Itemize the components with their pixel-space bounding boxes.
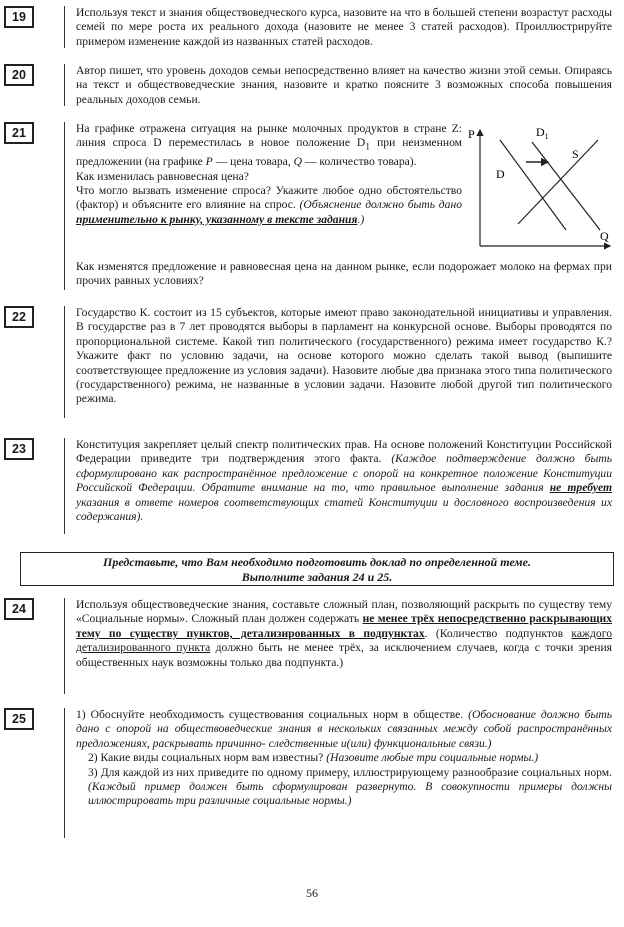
task-number: 20: [4, 64, 34, 86]
task-21-p4-block: [76, 260, 612, 289]
task-text: [76, 708, 612, 809]
supply-demand-graph: [466, 124, 614, 252]
task-number: 25: [4, 708, 34, 730]
task-21-p1: На графике отражена ситуация на рынке молочных продуктов в стране Z: линия спроса D переместилась в новое положение $D_1$ при неизменном предложении (на графике P — цена товара, Q — количество товара).: [76, 122, 463, 169]
bracket-line: [64, 6, 71, 48]
task-21-p4: Как изменятся предложение и равновесная цена на данном рынке, если подорожает молоко на фермах при прочих равных условиях?: [76, 260, 612, 288]
task-number: 19: [4, 6, 34, 28]
p-axis-label: P: [468, 127, 475, 141]
task-number: 23: [4, 438, 34, 460]
task-text: [76, 598, 612, 670]
demand-line-d1: [532, 142, 600, 230]
banner-line-1: Представьте, что Вам необходимо подготовить доклад по определенной теме.: [103, 555, 531, 569]
banner-line-2: Выполните задания 24 и 25.: [241, 570, 393, 584]
task-25-line-2: 2) Какие виды социальных норм вам известны? (Назовите любые три социальные нормы.): [88, 751, 539, 765]
q-axis-label: Q: [600, 229, 609, 243]
d-label: D: [496, 167, 505, 181]
task-number: 22: [4, 306, 34, 328]
task-19-text: Используя текст и знания обществоведческого курса, назовите на что в большей степени возрастут расходы семей по мере роста их реального дохода (назовите не менее 3 статей расходов). Проиллюстрируйте примером изменение каждой из названных статей расходов.: [76, 6, 612, 48]
task-text: [76, 6, 612, 49]
task-25-line-1: 1) Обоснуйте необходимость существования социальных норм в обществе. (Обоснование должно быть дано с опорой на обществоведческие знания в нескольких связанных между собой распространённых предложениях, раскрывать причинно- следственные и(или) функциональные связи.): [76, 708, 612, 750]
task-24-text: Используя обществоведческие знания, составьте сложный план, позволяющий раскрыть по существу тему «Социальные нормы». Сложный план должен содержать не менее трёх непосредственно раскрывающих тему по существу пунктов, детализированных в подпунктах. (Количество подпунктов каждого детализированного пункта должно быть не менее трёх, за исключением случаев, когда с точки зрения общественных наук возможны только два подпункта.): [76, 598, 612, 669]
task-text: [76, 64, 612, 107]
task-21-p3: Что могло вызвать изменение спроса? Укажите любое одно обстоятельство (фактор) и объясните его влияние на спрос. (Объяснение должно быть дано применительно к рынку, указанному в тексте задания.): [76, 183, 462, 226]
task-22-text: Государство К. состоит из 15 субъектов, которые имеют право законодательной инициативы и управления. В государстве раз в 7 лет проводятся выборы в парламент на конкурсной основе. Выборы проводятся по пропорциональной системе. Какой тип политического (государственного) режима имеет государство К.? Укажите факт по условию задачи, на основе которого можно сделать такой вывод (выпишите соответствующее предложение из условия задачи). Назовите любые два признака этого типа политического (государственного) режима, не названные в условии задачи. Назовите любой другой тип политического режима.: [76, 306, 612, 406]
task-text: [76, 306, 612, 407]
bracket-line: [64, 708, 71, 838]
task-21-p2: Как изменилась равновесная цена?: [76, 169, 249, 183]
demand-line-d: [500, 140, 566, 230]
task-text: [76, 438, 612, 524]
bracket-line: [64, 122, 71, 290]
s-label: S: [572, 147, 579, 161]
task-23-text: Конституция закрепляет целый спектр политических прав. На основе положений Конституции Российской Федерации приведите три подтверждения этого факта. (Каждое подтверждение должно быть сформулировано как распространённое предложение с опорой на конкретное положение Конституции Российской Федерации. Обратите внимание на то, что правильное выполнение задания не требует указания в ответе номеров соответствующих статей Конституции и дословного воспроизведения их содержания).: [76, 438, 612, 524]
task-20-text: Автор пишет, что уровень доходов семьи непосредственно влияет на качество жизни этой семьи. Опираясь на текст и обществоведческие знания, назовите и кратко поясните 3 возможных способа повышения реальных доходов семьи.: [76, 64, 612, 106]
bracket-line: [64, 438, 71, 534]
instruction-banner: [20, 552, 614, 586]
task-number: 24: [4, 598, 34, 620]
bracket-line: [64, 64, 71, 106]
task-number: 21: [4, 122, 34, 144]
task-text: [76, 122, 462, 227]
bracket-line: [64, 306, 71, 418]
bracket-line: [64, 598, 71, 694]
page-number: 56: [306, 886, 318, 900]
task-25-line-3: 3) Для каждой из них приведите по одному примеру, иллюстрирующему разнообразие социальных норм. (Каждый пример должен быть сформулирован развернуто. В совокупности примеры должны иллюстрировать три различные социальные нормы.): [88, 765, 612, 808]
d1-label: $D_1$: [536, 125, 549, 141]
